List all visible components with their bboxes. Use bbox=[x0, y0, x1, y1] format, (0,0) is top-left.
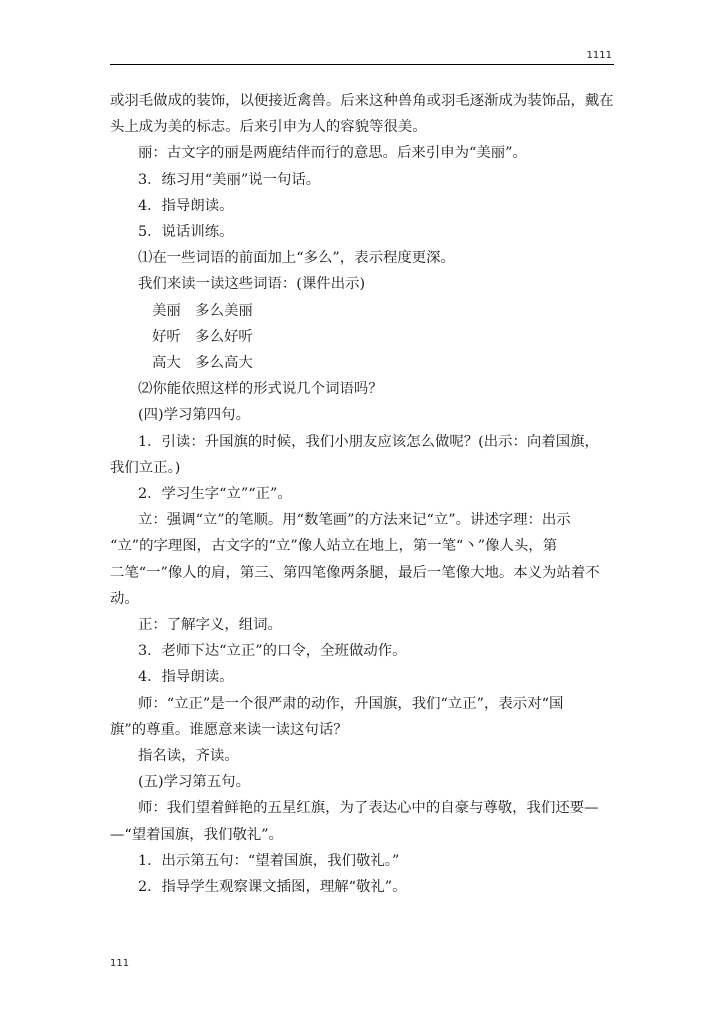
text-line: 1．引读：升国旗的时候，我们小朋友应该怎么做呢？(出示：向着国旗， bbox=[138, 433, 599, 450]
text-line: 2．指导学生观察课文插图，理解“敬礼”。 bbox=[138, 879, 407, 896]
text-line: “立”的字理图，古文字的“立”像人站立在地上，第一笔“丶”像人头，第 bbox=[110, 538, 558, 555]
footer-page-number: 111 bbox=[110, 958, 130, 969]
text-line: 师：我们望着鲜艳的五星红旗，为了表达心中的自豪与尊敬，我们还要— bbox=[138, 800, 599, 817]
text-line: 1．出示第五句：“望着国旗，我们敬礼。” bbox=[138, 852, 400, 869]
text-line: 5．说话训练。 bbox=[138, 224, 234, 241]
text-line: —“望着国旗，我们敬礼”。 bbox=[110, 826, 284, 843]
header-page-number: 1111 bbox=[586, 50, 612, 61]
word-pair-line: 好听 多么好听 bbox=[152, 328, 253, 345]
word-pair-line: 美丽 多么美丽 bbox=[152, 302, 253, 319]
text-line: 二笔“一”像人的肩，第三、第四笔像两条腿，最后一笔像大地。本义为站着不 bbox=[110, 564, 600, 581]
text-line: 4．指导朗读。 bbox=[138, 197, 234, 214]
text-line: ⑵你能依照这样的形式说几个词语吗？ bbox=[138, 381, 383, 398]
text-line: 或羽毛做成的装饰，以便接近禽兽。后来这种兽角或羽毛逐渐成为装饰品，戴在 bbox=[110, 93, 614, 109]
text-line: 4．指导朗读。 bbox=[138, 669, 234, 686]
word-pair-line: 高大 多么高大 bbox=[152, 355, 253, 372]
document-body bbox=[110, 88, 614, 900]
text-line: 3．老师下达“立正”的口令，全班做动作。 bbox=[138, 643, 407, 660]
text-line: 正：了解字义，组词。 bbox=[138, 617, 282, 634]
section-heading: (四)学习第四句。 bbox=[138, 407, 250, 424]
header-rule bbox=[110, 64, 614, 65]
text-line: 丽：古文字的丽是两鹿结伴而行的意思。后来引申为“美丽”。 bbox=[138, 145, 527, 162]
text-line: 3．练习用“美丽”说一句话。 bbox=[138, 171, 321, 188]
text-line: 旗”的尊重。谁愿意来读一读这句话？ bbox=[110, 721, 348, 738]
text-line: 我们立正。) bbox=[110, 459, 181, 476]
text-line: 我们来读一读这些词语：(课件出示) bbox=[138, 276, 366, 293]
text-line: 立：强调“立”的笔顺。用“数笔画”的方法来记“立”。讲述字理：出示 bbox=[138, 512, 571, 529]
text-line: 2．学习生字“立”“正”。 bbox=[138, 486, 292, 503]
text-line: 指名读，齐读。 bbox=[138, 748, 239, 765]
section-heading: (五)学习第五句。 bbox=[138, 774, 250, 791]
text-line: ⑴在一些词语的前面加上“多么”，表示程度更深。 bbox=[138, 250, 455, 267]
text-line: 师：“立正”是一个很严肃的动作，升国旗，我们“立正”，表示对“国 bbox=[138, 695, 564, 712]
text-line: 动。 bbox=[110, 590, 139, 607]
text-line: 头上成为美的标志。后来引申为人的容貌等很美。 bbox=[110, 119, 427, 136]
